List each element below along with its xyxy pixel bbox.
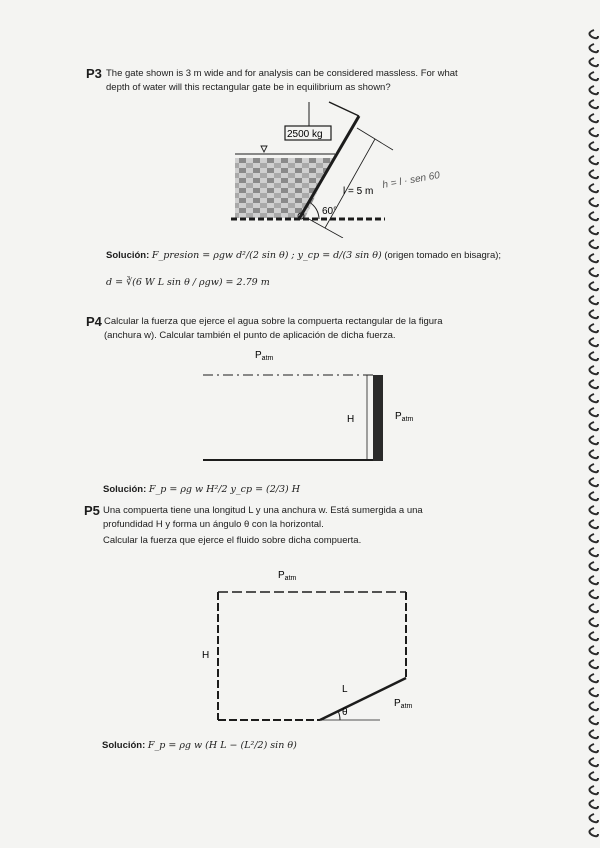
p3-free-surface-icon (261, 146, 267, 152)
spiral-loop (589, 366, 598, 374)
spiral-loop (589, 702, 598, 710)
spiral-loop (589, 604, 598, 612)
spiral-loop (589, 716, 598, 724)
p3-text-line1: The gate shown is 3 m wide and for analysis can be considered massless. For what (106, 68, 458, 79)
spiral-loop (589, 212, 598, 220)
spiral-loop (589, 408, 598, 416)
p5-patm-bottom: $P_{atm}$ (394, 698, 413, 710)
spiral-loop (589, 156, 598, 164)
p4-h-label: H (347, 414, 355, 425)
p4-patm-side: $P_{atm}$ (395, 411, 414, 423)
p4-number: P4 (86, 314, 102, 329)
p5-h-label: H (202, 650, 210, 661)
spiral-loop (589, 772, 598, 780)
spiral-loop (589, 800, 598, 808)
spiral-loop (589, 464, 598, 472)
p4-solution-formula: F_p = ρg w H²/2 y_cp = (2/3) H (148, 484, 301, 495)
p3-handwritten-note: h = l · sen 60 (381, 170, 441, 191)
spiral-loop (589, 254, 598, 262)
spiral-loop (589, 590, 598, 598)
spiral-loop (589, 576, 598, 584)
p3-solution-note: (origen tomado en bisagra); (384, 250, 502, 261)
spiral-loop (589, 436, 598, 444)
p5-diagram (190, 560, 430, 730)
p5-solution-formula: F_p = ρg w (H L − (L²/2) sin θ) (147, 740, 297, 751)
spiral-loop (589, 226, 598, 234)
spiral-loop (589, 268, 598, 276)
spiral-loop (589, 100, 598, 108)
spiral-loop (589, 380, 598, 388)
spiral-loop (589, 548, 598, 556)
spiral-loop (589, 184, 598, 192)
spiral-loop (589, 352, 598, 360)
spiral-loop (589, 646, 598, 654)
spiral-loop (589, 450, 598, 458)
p3-solution-formula1: F_presion = ρgw d²/(2 sin θ) ; y_cp = d/(3 sin θ) (151, 250, 382, 261)
spiral-loop (589, 730, 598, 738)
p5-patm-top: $P_{atm}$ (278, 570, 297, 582)
spiral-loop (589, 562, 598, 570)
spiral-loop (589, 520, 598, 528)
spiral-loop (589, 786, 598, 794)
spiral-binding (580, 0, 600, 848)
spiral-loop (589, 324, 598, 332)
spiral-loop (589, 338, 598, 346)
spiral-loop (589, 618, 598, 626)
p4-gate-wall (373, 375, 383, 461)
spiral-loop (589, 478, 598, 486)
spiral-loop (589, 240, 598, 248)
p5-text-line3: Calcular la fuerza que ejerce el fluido sobre dicha compuerta. (103, 535, 362, 546)
spiral-loop (589, 86, 598, 94)
p4-patm-top: $P_{atm}$ (255, 350, 274, 362)
p3-solution-line1 (106, 250, 501, 261)
p4-diagram (195, 345, 435, 470)
spiral-loop (589, 44, 598, 52)
spiral-loop (589, 394, 598, 402)
spiral-loop (589, 814, 598, 822)
spiral-loop (589, 72, 598, 80)
spiral-loop (589, 198, 598, 206)
p5-solution (102, 740, 297, 751)
p4-solution (103, 484, 300, 495)
p3-number: P3 (86, 66, 102, 81)
spiral-loop (589, 674, 598, 682)
p3-solution-prefix: Solución: (106, 250, 150, 261)
spiral-loop (589, 632, 598, 640)
p3-solution-formula2: d = ∛(6 W L sin θ / ρgw) = 2.79 m (106, 277, 270, 288)
p3-length-dimension (325, 139, 375, 228)
p3-angle-label: 60° (322, 206, 338, 217)
p3-length-label: l = 5 m (343, 186, 374, 197)
spiral-loop (589, 758, 598, 766)
spiral-loop (589, 142, 598, 150)
spiral-loop (589, 744, 598, 752)
spiral-loop (589, 128, 598, 136)
p5-solution-prefix: Solución: (102, 740, 146, 751)
spiral-loop (589, 296, 598, 304)
p5-theta-label: θ (342, 707, 348, 718)
spiral-loop (589, 660, 598, 668)
spiral-loop (589, 30, 598, 38)
p5-text-line1: Una compuerta tiene una longitud L y una anchura w. Está sumergida a una (103, 505, 423, 516)
p5-l-label: L (342, 684, 348, 695)
spiral-loop (589, 282, 598, 290)
spiral-loop (589, 58, 598, 66)
spiral-loop (589, 422, 598, 430)
p3-weight-label: 2500 kg (287, 129, 323, 140)
p4-text-line1: Calcular la fuerza que ejerce el agua sobre la compuerta rectangular de la figura (104, 316, 443, 327)
spiral-loop (589, 828, 598, 836)
p4-solution-prefix: Solución: (103, 484, 147, 495)
spiral-loop (589, 688, 598, 696)
spiral-loop (589, 534, 598, 542)
spiral-loop (589, 170, 598, 178)
spiral-loop (589, 114, 598, 122)
p3-text-line2: depth of water will this rectangular gate be in equilibrium as shown? (106, 82, 391, 93)
spiral-loop (589, 506, 598, 514)
p4-text-line2: (anchura w). Calcular también el punto de aplicación de dicha fuerza. (104, 330, 396, 341)
p5-text-line2: profundidad H y forma un ángulo θ con la horizontal. (103, 519, 324, 530)
p3-gate-diagram (225, 98, 475, 238)
spiral-loop (589, 310, 598, 318)
p5-number: P5 (84, 503, 100, 518)
p3-solution-line2 (106, 277, 270, 288)
spiral-loop (589, 492, 598, 500)
